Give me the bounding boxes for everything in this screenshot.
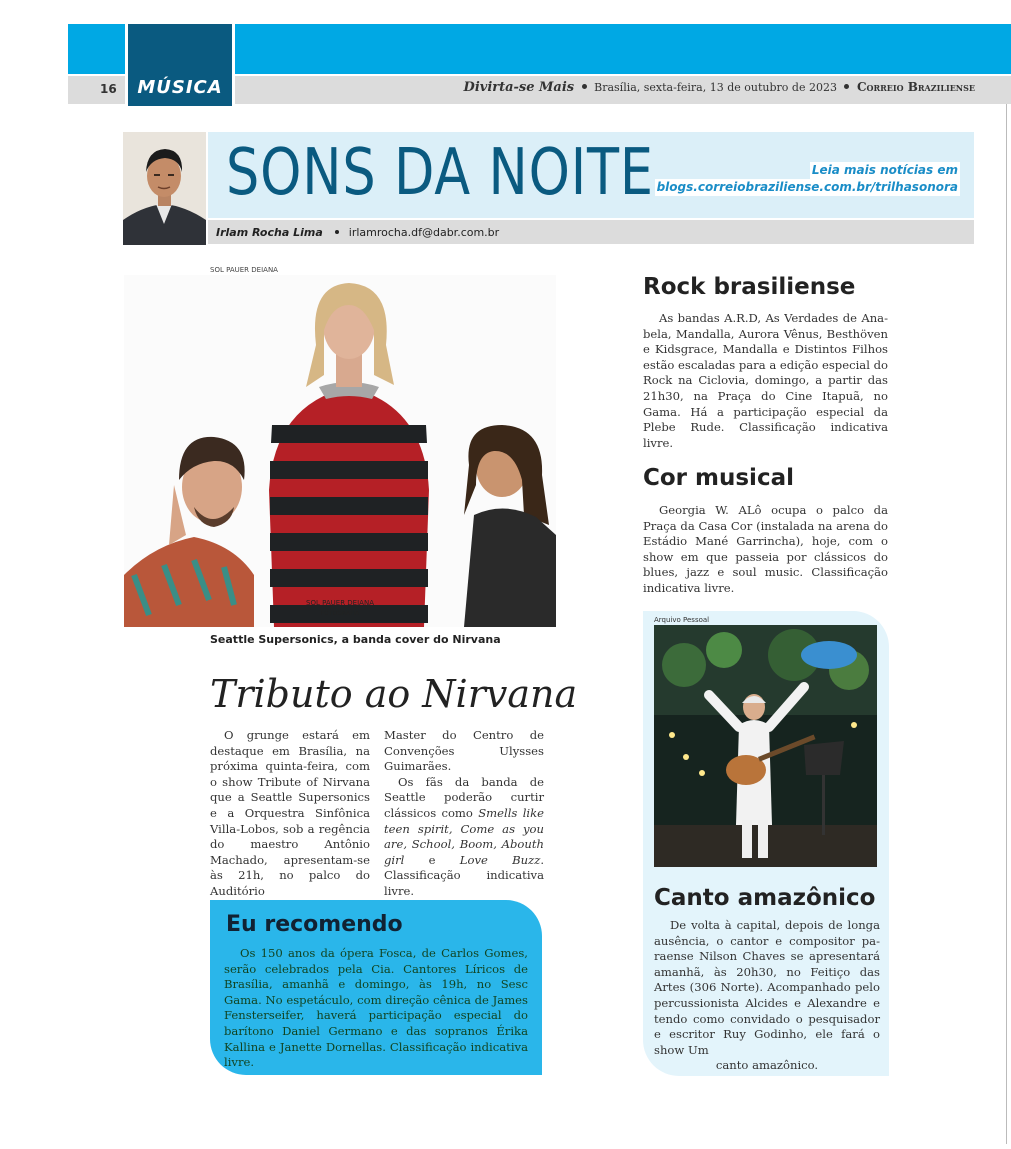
page-edge-rule [1006,104,1007,1144]
nirvana-paragraph [384,775,544,900]
canto-body: De volta à capital, depois de longa ausência, o cantor e compositor paraense Nilson Chaves se apresentará amanhã, às 20h30, no Feitiço das Artes (306 Norte). Acompanhado pelo percussionista Alcides e Alexandre e tendo como convidado o pesquisador e escritor Ruy Godinho, ele fará o show Um [654,918,880,1057]
canto-text [654,918,880,1074]
column-title: SONS DA NOITE [226,136,654,210]
section-label: MÚSICA [137,77,223,98]
canto-photo [654,625,877,867]
recommend-title: Eu recomendo [226,912,403,937]
text-run: . Classificação indicativa livre. [384,852,544,898]
bullet-icon [582,84,587,89]
author-name: Irlam Rocha Lima [216,226,323,239]
section-tab [125,24,235,106]
canto-body-end: canto amazônico. [715,1058,819,1073]
rock-headline: Rock brasiliense [643,274,856,300]
page-number: 16 [100,82,117,96]
photo-credit: SOL PAUER DEIANA [210,266,278,274]
watermark-line2: FOTOGRAFIA [320,610,360,617]
band-photo [124,275,556,627]
canto-headline: Canto amazônico [654,885,876,911]
photo-caption: Seattle Supersonics, a banda cover do Nirvana [210,633,501,646]
dateline [464,80,975,95]
text-run: Os fãs da banda de Seattle poderão curtir clássicos como [384,774,544,820]
bullet-icon [844,84,849,89]
nirvana-paragraph: Master do Centro de Convenções Ulysses Guimarães. [384,728,544,774]
bullet-icon [335,230,339,234]
recommend-box [210,900,542,1075]
nirvana-headline: Tributo ao Nirvana [210,672,578,716]
nirvana-column-1: O grunge estará em destaque em Brasília, na próxima quinta-feira, com o show Tribute of Nirvana que a Seattle Supersonics e a Orquestra Sinfônica Villa-Lobos, sob a regência do maestro Antônio Machado, apresentam-se às 21h, no palco do Auditório [210,728,370,898]
read-more-label: Leia mais notícias em [811,163,958,177]
song-list: Smells like teen spirit, Come as you are, School, Boom, Abouth girl [384,805,544,867]
byline [208,220,974,244]
nirvana-column-2 [384,728,544,900]
column-header [208,132,974,218]
song-title: Love Buzz [459,852,541,867]
publication-name: Divirta-se Mais [463,80,575,95]
text-run: e [404,852,460,867]
newspaper-name: Correio Braziliense [856,80,975,94]
issue-date: Brasília, sexta-feira, 13 de outubro de 2023 [594,81,837,94]
read-more-note [655,162,960,196]
blog-link[interactable]: blogs.correiobraziliense.com.br/trilhasonora [656,180,958,194]
rock-text: As bandas A.R.D, As Verdades de Anabela, Mandalla, Aurora Vênus, Besthöven e Kidsgrace, Mandalla e Distintos Filhos estão escaladas para a edição especial do Rock na Ciclovia, domingo, a partir das 21h30, na Praça do Cine Itapuã, no Gama. Há a participação especial da Plebe Rude. Classificação indicativa livre. [643,311,888,450]
author-email[interactable]: irlamrocha.df@dabr.com.br [348,226,500,239]
watermark-line1: SOL PAUER DEIANA [306,599,374,607]
columnist-photo [123,132,206,245]
recommend-text: Os 150 anos da ópera Fosca, de Carlos Gomes, serão celebrados pela Cia. Cantores Líricos de Brasília, amanhã e domingo, às 19h, no Sesc Gama. No espetáculo, com direção cênica de James Fensterseifer, haverá participação especial do barítono Daniel Germano e das sopranos Érika Kallina e Janette Dornellas. Classificação indicativa livre. [224,946,528,1070]
cor-text: Georgia W. ALô ocupa o palco da Praça da Casa Cor (instalada na arena do Estádio Mané Garrincha), hoje, com o show em que passeia por clássicos do blues, jazz e soul music. Classificação indicativa livre. [643,503,888,595]
canto-photo-credit: Arquivo Pessoal [654,616,710,624]
cor-headline: Cor musical [643,465,794,491]
